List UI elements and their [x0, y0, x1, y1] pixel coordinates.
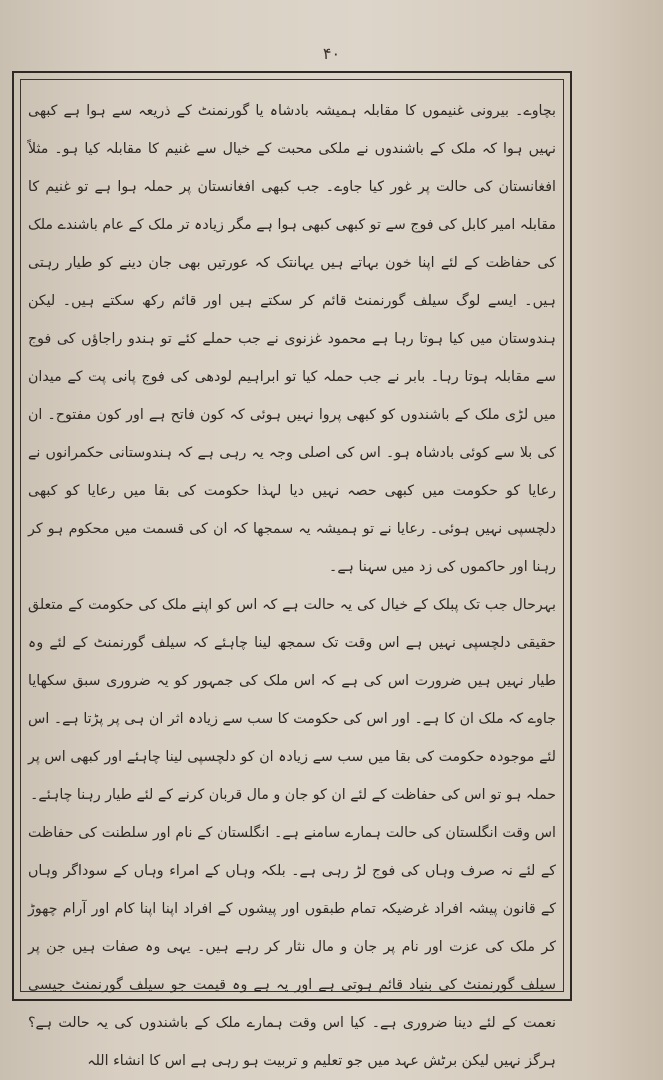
paragraph-1: بچاوے۔ بیرونی غنیموں کا مقابلہ ہمیشہ بادشاہ یا گورنمنٹ کے ذریعہ سے ہوا ہے کبھی نہیں ہوا کہ ملک کے باشندوں نے ملکی محبت کے خیال سے غنیم کا مقابلہ کیا ہو۔ مثلاً افغانستان کی حالت پر غور کیا جاوے۔ جب کبھی افغانستان پر حملہ ہوا ہے تو غنیم کا مقابلہ امیر کابل کی فوج سے تو کبھی کبھی ہوا ہے مگر زیادہ تر ملک کے عام باشندے ملک کی حفاظت کے لئے اپنا خون بہاتے ہیں یہانتک کہ عورتیں بھی جان دینے کو طیار رہتی ہیں۔ ایسے لوگ سیلف گورنمنٹ قائم کر سکتے ہیں اور قائم رکھ سکتے ہیں۔ لیکن ہندوستان میں کیا ہوتا رہا ہے محمود غزنوی نے جب حملے کئے تو ہندو راجاؤں کی فوج سے مقابلہ ہوتا رہا۔ بابر نے جب حملہ کیا تو ابراہیم لودھی کی فوج پانی پت کے میدان میں لڑی ملک کے باشندوں کو کبھی پروا نہیں ہوئی کہ کون فاتح ہے اور کون مفتوح۔ ان کی بلا سے کوئی بادشاہ ہو۔ اس کی اصلی وجہ یہ رہی ہے کہ ہندوستانی حکمرانوں نے رعایا کو حکومت میں کبھی حصہ نہیں دیا لہذا حکومت کی بقا میں رعایا کو کبھی دلچسپی نہیں ہوئی۔ رعایا نے تو ہمیشہ یہ سمجھا کہ ان کی قسمت میں محکوم ہو کر رہنا اور حاکموں کی زد میں سہنا ہے۔: [28, 103, 556, 575]
page-number: ۴۰: [322, 44, 341, 63]
paragraph-3: اس وقت انگلستان کی حالت ہمارے سامنے ہے۔ انگلستان کے نام اور سلطنت کی حفاظت کے لئے نہ صرف وہاں کی فوج لڑ رہی ہے۔ بلکہ وہاں کے امراء وہاں کے سوداگر وہاں کے قانون پیشہ افراد غرضیکہ تمام طبقوں اور پیشوں کے افراد اپنا اپنا کام اور آرام چھوڑ کر ملک کی عزت اور نام پر جان و مال نثار کر رہے ہیں۔ یہی وہ صفات ہیں جن پر سیلف گورنمنٹ کی بنیاد قائم ہوتی ہے اور یہ ہے وہ قیمت جو سیلف گورنمنٹ جیسی نعمت کے لئے دینا ضروری ہے۔ کیا اس وقت ہمارے ملک کے باشندوں کی یہ حالت ہے؟ ہرگز نہیں لیکن برٹش عہد میں جو تعلیم و تربیت ہو رہی ہے اس کا انشاء اللہ: [28, 825, 556, 1069]
page-text-body: [28, 92, 556, 1069]
paragraph-2: بہرحال جب تک پبلک کے خیال کی یہ حالت ہے کہ اس کو اپنے ملک کی حکومت کے متعلق حقیقی دلچسپی نہیں ہے اس وقت تک سمجھ لینا چاہئے کہ سیلف گورنمنٹ کے لئے وہ طیار نہیں ہیں ضرورت اس کی ہے کہ اس ملک کی جمہور کو یہ ضروری سبق سکھایا جاوے کہ ملک ان کا ہے۔ اور اس کی حکومت کا سب سے زیادہ اثر ان ہی پر پڑتا ہے۔ اس لئے موجودہ حکومت کی بقا میں سب سے زیادہ ان کو دلچسپی لینا چاہئے اور کبھی اس پر حملہ ہو تو اس کی حفاظت کے لئے ان کو جان و مال قربان کرنے کے لئے طیار رہنا چاہئے۔: [28, 597, 556, 803]
